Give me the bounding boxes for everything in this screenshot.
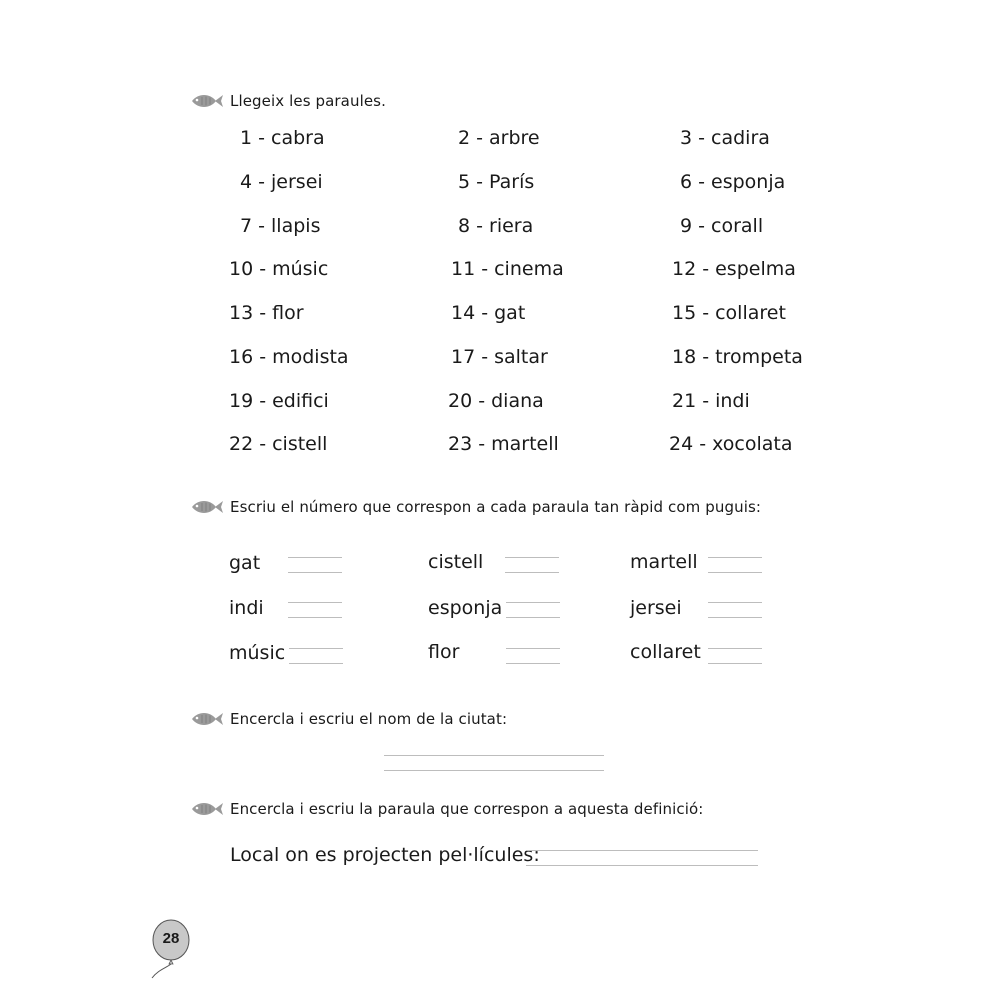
match-word: martell: [630, 551, 698, 573]
word-item: 2 - arbre: [458, 127, 540, 149]
word-item: 18 - trompeta: [672, 346, 803, 368]
fish-icon: [188, 498, 224, 516]
word-item: 3 - cadira: [680, 127, 770, 149]
instruction-definition: [188, 797, 703, 821]
fish-icon: [188, 92, 224, 110]
match-word: músic: [229, 642, 286, 664]
match-word: cistell: [428, 551, 484, 573]
fish-icon: [188, 710, 224, 728]
match-word: esponja: [428, 597, 503, 619]
word-item: 14 - gat: [451, 302, 526, 324]
word-item: 5 - París: [458, 171, 535, 193]
answer-blank[interactable]: [506, 648, 560, 664]
word-item: 21 - indi: [672, 390, 750, 412]
instruction-write-number: [188, 495, 761, 519]
instruction-text: Llegeix les paraules.: [230, 92, 386, 110]
answer-blank[interactable]: [288, 557, 342, 573]
fish-icon: [188, 800, 224, 818]
word-item: 9 - corall: [680, 215, 764, 237]
word-item: 4 - jersei: [240, 171, 323, 193]
word-item: 12 - espelma: [672, 258, 796, 280]
word-item: 10 - músic: [229, 258, 329, 280]
match-word: flor: [428, 641, 460, 663]
match-word: jersei: [630, 597, 682, 619]
match-word: collaret: [630, 641, 701, 663]
word-item: 1 - cabra: [240, 127, 325, 149]
page-number: 28: [162, 930, 180, 947]
instruction-text: Escriu el número que correspon a cada paraula tan ràpid com puguis:: [230, 498, 762, 516]
instruction-text: Encercla i escriu el nom de la ciutat:: [230, 710, 508, 728]
answer-blank[interactable]: [708, 602, 762, 618]
word-item: 8 - riera: [458, 215, 534, 237]
word-item: 11 - cinema: [451, 258, 564, 280]
definition-answer-line[interactable]: [526, 850, 758, 866]
definition-text: Local on es projecten pel·lícules:: [230, 844, 540, 866]
answer-blank[interactable]: [289, 648, 343, 664]
word-item: 16 - modista: [229, 346, 349, 368]
answer-blank[interactable]: [505, 557, 559, 573]
word-item: 22 - cistell: [229, 433, 328, 455]
word-item: 15 - collaret: [672, 302, 786, 324]
word-item: 6 - esponja: [680, 171, 786, 193]
answer-blank[interactable]: [708, 648, 762, 664]
match-word: indi: [229, 597, 264, 619]
word-item: 24 - xocolata: [669, 433, 793, 455]
city-answer-line[interactable]: [384, 755, 604, 771]
instruction-text: Encercla i escriu la paraula que correspon a aquesta definició:: [230, 800, 704, 818]
match-word: gat: [229, 552, 261, 574]
word-item: 20 - diana: [448, 390, 544, 412]
word-item: 17 - saltar: [451, 346, 548, 368]
instruction-read-words: [188, 89, 386, 113]
word-item: 23 - martell: [448, 433, 559, 455]
answer-blank[interactable]: [506, 602, 560, 618]
answer-blank[interactable]: [708, 557, 762, 573]
answer-blank[interactable]: [288, 602, 342, 618]
word-item: 13 - flor: [229, 302, 304, 324]
word-item: 19 - edifici: [229, 390, 329, 412]
instruction-city-name: [188, 707, 507, 731]
word-item: 7 - llapis: [240, 215, 321, 237]
balloon-icon: [146, 918, 196, 980]
